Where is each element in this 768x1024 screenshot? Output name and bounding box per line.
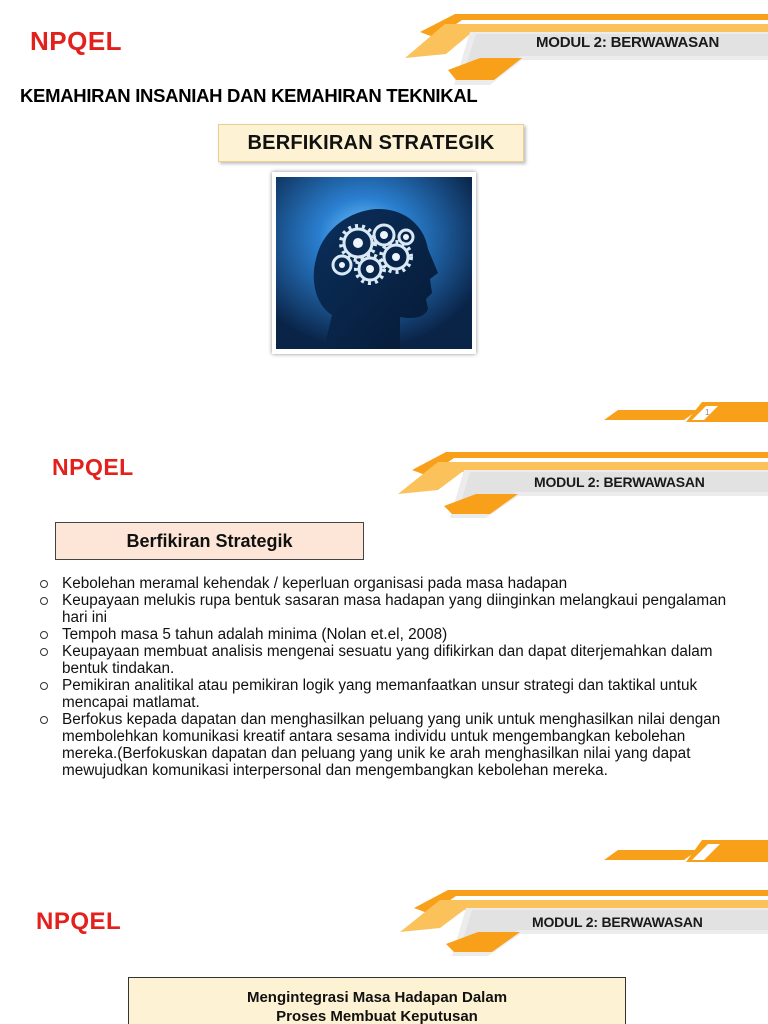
slide-3	[0, 872, 768, 1024]
strategy-image	[272, 172, 476, 354]
circle-bullet-icon	[40, 597, 48, 605]
subtitle-line-2: Proses Membuat Keputusan	[276, 1008, 478, 1024]
list-item: Tempoh masa 5 tahun adalah minima (Nolan et.el, 2008)	[40, 626, 740, 643]
circle-bullet-icon	[40, 648, 48, 656]
circle-bullet-icon	[40, 716, 48, 724]
module-label: MODUL 2: BERWAWASAN	[536, 34, 720, 51]
title-box	[218, 124, 524, 162]
npqel-logo: NPQEL	[30, 26, 123, 56]
bullet-list	[40, 575, 740, 779]
subtitle-line-1: Mengintegrasi Masa Hadapan Dalam	[246, 989, 508, 1006]
list-item: Pemikiran analitikal atau pemikiran logik yang memanfaatkan unsur strategi dan taktikal untuk mencapai matlamat.	[40, 677, 740, 711]
corner-stripe	[598, 836, 768, 864]
slide-1	[0, 0, 768, 432]
module-banner	[0, 872, 768, 992]
subtitle-box	[128, 977, 626, 1024]
list-item: Keupayaan membuat analisis mengenai sesuatu yang difikirkan dan dapat diterjemahkan dalam bentuk tindakan.	[40, 643, 740, 677]
head-gears-icon	[276, 177, 472, 349]
section-title: Berfikiran Strategik	[126, 530, 293, 551]
module-label: MODUL 2: BERWAWASAN	[534, 474, 705, 490]
npqel-logo: NPQEL	[36, 908, 122, 935]
module-label: MODUL 2: BERWAWASAN	[532, 914, 703, 930]
corner-stripe	[598, 400, 768, 426]
npqel-logo: NPQEL	[52, 454, 134, 480]
circle-bullet-icon	[40, 682, 48, 690]
list-item: Kebolehan meramal kehendak / keperluan organisasi pada masa hadapan	[40, 575, 740, 592]
page-number: 1	[705, 408, 710, 417]
circle-bullet-icon	[40, 580, 48, 588]
list-item: Berfokus kepada dapatan dan menghasilkan peluang yang unik untuk menghasilkan nilai dengan membolehkan komunikasi kreatif antara sesama individu untuk mengembangkan kebolehan mereka.(Berfokuskan dapatan dan peluang yang unik ke arah menghasilkan nilai yang dapat mewujudkan komunikasi interpersonal dan mengembangkan kebolehan mereka.	[40, 711, 740, 779]
circle-bullet-icon	[40, 631, 48, 639]
slide-2	[0, 432, 768, 872]
list-item: Keupayaan melukis rupa bentuk sasaran masa hadapan yang diinginkan melangkaui pengalaman hari ini	[40, 592, 740, 626]
section-title-box	[55, 522, 364, 560]
slide-heading: KEMAHIRAN INSANIAH DAN KEMAHIRAN TEKNIKAL	[20, 85, 478, 106]
title-text: BERFIKIRAN STRATEGIK	[247, 131, 495, 154]
